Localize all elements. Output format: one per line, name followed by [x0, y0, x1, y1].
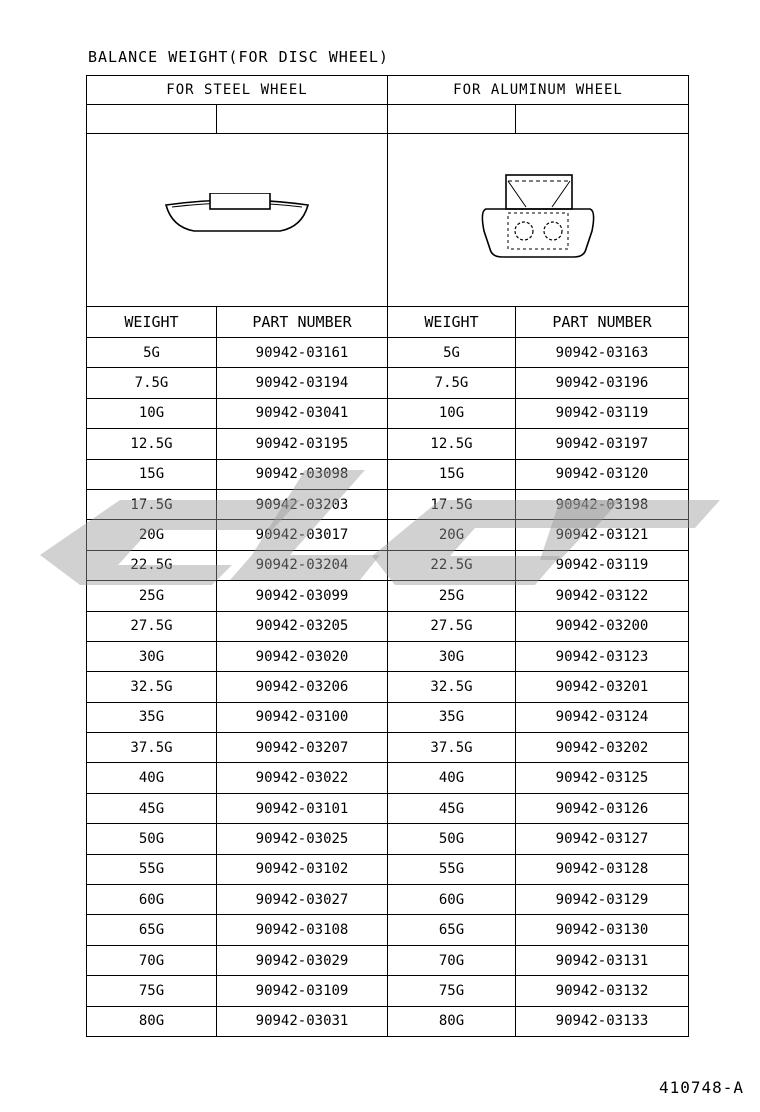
steel-part-number-cell: 90942-03029 [217, 945, 388, 975]
aluminum-weight-cell: 12.5G [388, 429, 516, 459]
aluminum-weight-cell: 25G [388, 581, 516, 611]
table-row [87, 1006, 689, 1036]
aluminum-weight-cell: 65G [388, 915, 516, 945]
steel-weight-cell: 20G [87, 520, 217, 550]
blank-cell [217, 105, 388, 134]
table-row [87, 824, 689, 854]
aluminum-weight-cell: 15G [388, 459, 516, 489]
aluminum-weight-cell: 60G [388, 885, 516, 915]
column-header-row [87, 307, 689, 338]
table-row [87, 885, 689, 915]
aluminum-weight-cell: 22.5G [388, 550, 516, 580]
steel-part-number-cell: 90942-03204 [217, 550, 388, 580]
aluminum-part-number-cell: 90942-03132 [516, 976, 689, 1006]
aluminum-weight-cell: 10G [388, 398, 516, 428]
steel-weight-cell: 80G [87, 1006, 217, 1036]
aluminum-part-number-cell: 90942-03197 [516, 429, 689, 459]
aluminum-part-number-cell: 90942-03121 [516, 520, 689, 550]
steel-part-number-cell: 90942-03099 [217, 581, 388, 611]
aluminum-wheel-header: FOR ALUMINUM WHEEL [388, 76, 689, 105]
aluminum-part-number-cell: 90942-03198 [516, 489, 689, 519]
blank-cell [388, 105, 516, 134]
steel-weight-cell: 17.5G [87, 489, 217, 519]
table-row [87, 429, 689, 459]
table-row [87, 581, 689, 611]
aluminum-part-number-cell: 90942-03120 [516, 459, 689, 489]
steel-weight-cell: 37.5G [87, 733, 217, 763]
table-row [87, 368, 689, 398]
aluminum-weight-cell: 75G [388, 976, 516, 1006]
aluminum-part-number-cell: 90942-03130 [516, 915, 689, 945]
aluminum-part-number-cell: 90942-03122 [516, 581, 689, 611]
steel-part-number-cell: 90942-03027 [217, 885, 388, 915]
table-row [87, 550, 689, 580]
table-row [87, 763, 689, 793]
aluminum-weight-cell: 40G [388, 763, 516, 793]
table-row [87, 702, 689, 732]
aluminum-part-number-cell: 90942-03131 [516, 945, 689, 975]
steel-weight-cell: 50G [87, 824, 217, 854]
aluminum-weight-cell: 27.5G [388, 611, 516, 641]
steel-weight-illustration-cell [87, 134, 388, 307]
steel-part-number-cell: 90942-03109 [217, 976, 388, 1006]
aluminum-weight-cell: 5G [388, 338, 516, 368]
steel-weight-cell: 75G [87, 976, 217, 1006]
aluminum-part-number-cell: 90942-03129 [516, 885, 689, 915]
steel-weight-cell: 40G [87, 763, 217, 793]
steel-part-number-cell: 90942-03020 [217, 641, 388, 671]
aluminum-part-number-cell: 90942-03128 [516, 854, 689, 884]
aluminum-weight-cell: 45G [388, 793, 516, 823]
aluminum-weight-cell: 20G [388, 520, 516, 550]
steel-weight-cell: 7.5G [87, 368, 217, 398]
aluminum-weight-cell: 50G [388, 824, 516, 854]
steel-weight-cell: 25G [87, 581, 217, 611]
table-row [87, 520, 689, 550]
steel-part-number-cell: 90942-03205 [217, 611, 388, 641]
steel-weight-cell: 22.5G [87, 550, 217, 580]
aluminum-part-number-cell: 90942-03201 [516, 672, 689, 702]
aluminum-part-number-cell: 90942-03196 [516, 368, 689, 398]
balance-weight-table [86, 75, 689, 1037]
table-row [87, 793, 689, 823]
steel-weight-cell: 45G [87, 793, 217, 823]
steel-wheel-header: FOR STEEL WHEEL [87, 76, 388, 105]
aluminum-part-number-cell: 90942-03200 [516, 611, 689, 641]
steel-weight-column-header: WEIGHT [87, 307, 217, 338]
steel-part-number-cell: 90942-03098 [217, 459, 388, 489]
aluminum-part-number-cell: 90942-03119 [516, 550, 689, 580]
steel-weight-cell: 27.5G [87, 611, 217, 641]
page-title: BALANCE WEIGHT(FOR DISC WHEEL) [88, 48, 389, 66]
aluminum-weight-cell: 35G [388, 702, 516, 732]
aluminum-part-number-cell: 90942-03163 [516, 338, 689, 368]
table-row [87, 976, 689, 1006]
steel-weight-cell: 32.5G [87, 672, 217, 702]
aluminum-weight-cell: 7.5G [388, 368, 516, 398]
steel-part-number-column-header: PART NUMBER [217, 307, 388, 338]
steel-weight-cell: 12.5G [87, 429, 217, 459]
blank-cell [87, 105, 217, 134]
steel-weight-cell: 30G [87, 641, 217, 671]
table-row [87, 915, 689, 945]
table-row [87, 398, 689, 428]
steel-part-number-cell: 90942-03207 [217, 733, 388, 763]
steel-part-number-cell: 90942-03022 [217, 763, 388, 793]
aluminum-weight-cell: 55G [388, 854, 516, 884]
table-row [87, 854, 689, 884]
aluminum-part-number-cell: 90942-03124 [516, 702, 689, 732]
steel-wheel-weight-icon [162, 193, 312, 243]
blank-row [87, 105, 689, 134]
steel-weight-cell: 10G [87, 398, 217, 428]
table-row [87, 945, 689, 975]
table-row [87, 672, 689, 702]
table-row [87, 459, 689, 489]
table-row [87, 338, 689, 368]
aluminum-wheel-weight-icon [478, 173, 598, 263]
steel-weight-cell: 5G [87, 338, 217, 368]
aluminum-weight-cell: 37.5G [388, 733, 516, 763]
aluminum-part-number-cell: 90942-03127 [516, 824, 689, 854]
steel-part-number-cell: 90942-03195 [217, 429, 388, 459]
table-row [87, 489, 689, 519]
steel-part-number-cell: 90942-03025 [217, 824, 388, 854]
aluminum-part-number-cell: 90942-03125 [516, 763, 689, 793]
aluminum-weight-cell: 30G [388, 641, 516, 671]
aluminum-part-number-cell: 90942-03126 [516, 793, 689, 823]
aluminum-part-number-column-header: PART NUMBER [516, 307, 689, 338]
steel-weight-cell: 70G [87, 945, 217, 975]
aluminum-weight-cell: 70G [388, 945, 516, 975]
aluminum-weight-illustration-cell [388, 134, 689, 307]
aluminum-weight-cell: 17.5G [388, 489, 516, 519]
table-row [87, 611, 689, 641]
steel-part-number-cell: 90942-03031 [217, 1006, 388, 1036]
illustration-row [87, 134, 689, 307]
steel-weight-cell: 15G [87, 459, 217, 489]
aluminum-part-number-cell: 90942-03202 [516, 733, 689, 763]
blank-cell [516, 105, 689, 134]
steel-weight-cell: 65G [87, 915, 217, 945]
group-header-row [87, 76, 689, 105]
steel-part-number-cell: 90942-03102 [217, 854, 388, 884]
aluminum-part-number-cell: 90942-03123 [516, 641, 689, 671]
aluminum-weight-column-header: WEIGHT [388, 307, 516, 338]
aluminum-part-number-cell: 90942-03119 [516, 398, 689, 428]
steel-part-number-cell: 90942-03108 [217, 915, 388, 945]
steel-part-number-cell: 90942-03041 [217, 398, 388, 428]
steel-part-number-cell: 90942-03194 [217, 368, 388, 398]
steel-part-number-cell: 90942-03017 [217, 520, 388, 550]
aluminum-part-number-cell: 90942-03133 [516, 1006, 689, 1036]
steel-weight-cell: 60G [87, 885, 217, 915]
table-row [87, 733, 689, 763]
steel-weight-cell: 55G [87, 854, 217, 884]
steel-part-number-cell: 90942-03101 [217, 793, 388, 823]
figure-code: 410748-A [658, 1078, 744, 1097]
table-row [87, 641, 689, 671]
steel-part-number-cell: 90942-03100 [217, 702, 388, 732]
aluminum-weight-cell: 32.5G [388, 672, 516, 702]
steel-weight-cell: 35G [87, 702, 217, 732]
steel-part-number-cell: 90942-03161 [217, 338, 388, 368]
aluminum-weight-cell: 80G [388, 1006, 516, 1036]
steel-part-number-cell: 90942-03206 [217, 672, 388, 702]
steel-part-number-cell: 90942-03203 [217, 489, 388, 519]
